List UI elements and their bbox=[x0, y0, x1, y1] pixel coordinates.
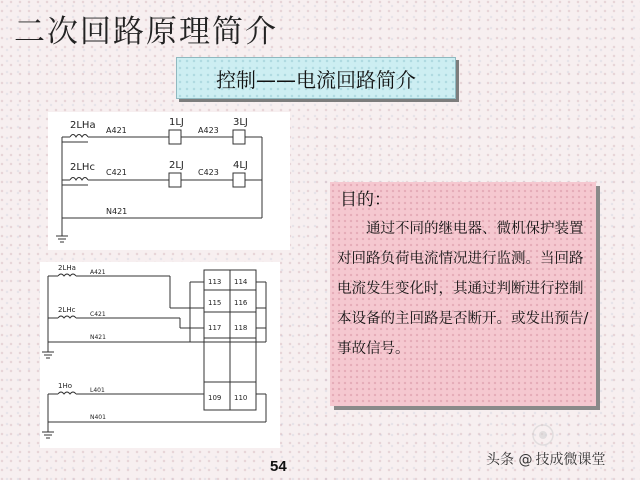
relay-label-3lj: 3LJ bbox=[233, 117, 248, 128]
terminal-110: 110 bbox=[234, 394, 248, 402]
ct-label-c: 2LHc bbox=[58, 306, 76, 314]
subtitle-text: 控制——电流回路简介 bbox=[216, 67, 416, 92]
out-label-a423: A423 bbox=[198, 126, 219, 135]
bottom-terminal-diagram bbox=[40, 262, 280, 448]
purpose-box bbox=[330, 182, 596, 406]
wire-label-a421: A421 bbox=[106, 126, 127, 135]
relay-label-1lj: 1LJ bbox=[169, 117, 184, 128]
terminal-116: 116 bbox=[234, 299, 248, 307]
ct-label-a: 2LHa bbox=[58, 264, 76, 272]
relay-label-4lj: 4LJ bbox=[233, 160, 248, 171]
out-label-c423: C423 bbox=[198, 168, 219, 177]
wire-label-n401: N401 bbox=[90, 414, 106, 421]
wire-label-n421: N421 bbox=[106, 207, 128, 216]
ct-label-o: 1Ho bbox=[58, 382, 72, 390]
credit-prefix: 头条 @ bbox=[486, 452, 533, 468]
top-circuit-diagram bbox=[48, 112, 290, 250]
purpose-body: 通过不同的继电器、微机保护装置对回路负荷电流情况进行监测。当回路电流发生变化时，其通过判断进行控制本设备的主回路是否断开。或发出预告/事故信号。 bbox=[337, 221, 589, 357]
terminal-113: 113 bbox=[208, 278, 222, 286]
terminal-109: 109 bbox=[208, 394, 222, 402]
page-number: 54 bbox=[270, 458, 287, 475]
wire-label-l401: L401 bbox=[90, 387, 105, 394]
subtitle-box bbox=[176, 57, 456, 99]
terminal-118: 118 bbox=[234, 324, 248, 332]
terminal-115: 115 bbox=[208, 299, 222, 307]
watermark-logo-icon bbox=[530, 422, 556, 448]
watermark bbox=[530, 422, 622, 452]
wire-label-n421: N421 bbox=[90, 334, 106, 341]
ct-label-c: 2LHc bbox=[70, 162, 95, 173]
slide-title: 二次回路原理简介 bbox=[14, 14, 278, 50]
terminal-114: 114 bbox=[234, 278, 248, 286]
purpose-heading: 目的： bbox=[340, 190, 391, 210]
terminal-117: 117 bbox=[208, 324, 222, 332]
wire-label-a421: A421 bbox=[90, 269, 106, 276]
credit-author: 技成微课堂 bbox=[535, 452, 606, 468]
wire-label-c421: C421 bbox=[106, 168, 127, 177]
wire-label-c421: C421 bbox=[90, 311, 106, 318]
ct-label-a: 2LHa bbox=[70, 120, 96, 131]
source-credit bbox=[486, 449, 605, 469]
relay-label-2lj: 2LJ bbox=[169, 160, 184, 171]
